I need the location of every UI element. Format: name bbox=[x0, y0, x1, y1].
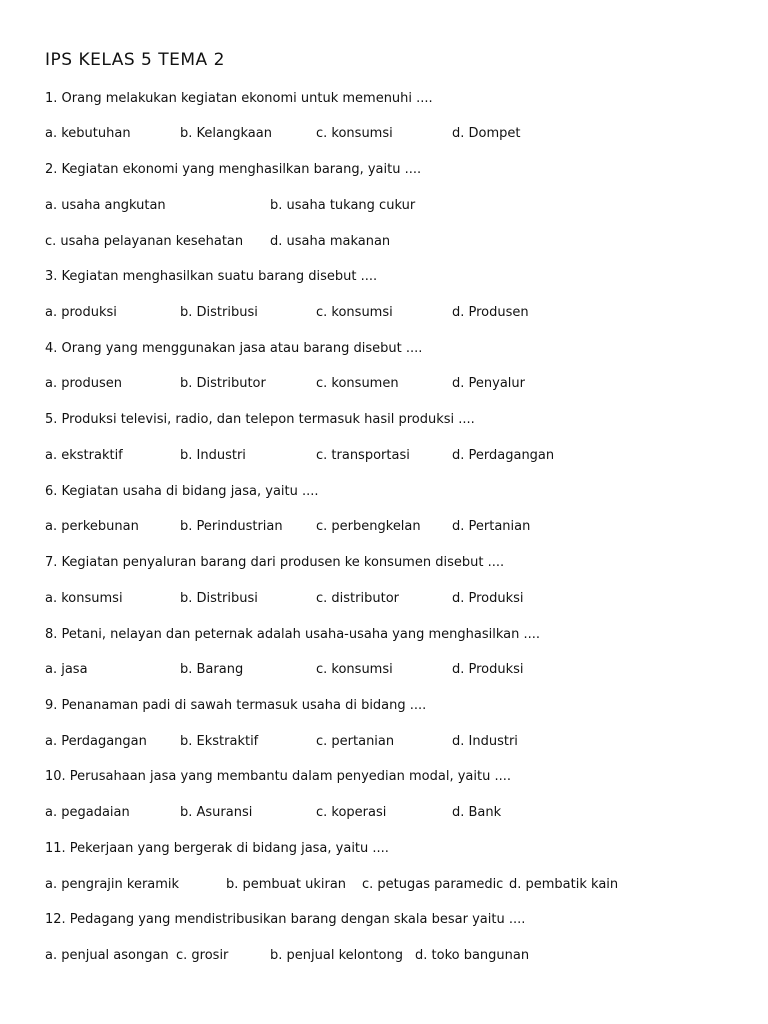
option-1-b: b. Kelangkaan bbox=[180, 126, 272, 141]
option-12-b: c. grosir bbox=[176, 948, 229, 963]
option-3-c: c. konsumsi bbox=[316, 305, 393, 320]
option-5-d: d. Perdagangan bbox=[452, 448, 555, 463]
option-10-c: c. koperasi bbox=[316, 805, 387, 820]
option-5-c: c. transportasi bbox=[316, 448, 410, 463]
option-1-c: c. konsumsi bbox=[316, 126, 393, 141]
option-6-a: a. perkebunan bbox=[45, 519, 139, 534]
option-6-c: c. perbengkelan bbox=[316, 519, 421, 534]
option-1-a: a. kebutuhan bbox=[45, 126, 131, 141]
option-12-d: d. toko bangunan bbox=[415, 948, 530, 963]
option-11-b: b. pembuat ukiran bbox=[226, 877, 347, 892]
option-8-d: d. Produksi bbox=[452, 662, 524, 677]
option-8-b: b. Barang bbox=[180, 662, 244, 677]
option-11-d: d. pembatik kain bbox=[509, 877, 619, 892]
page-title: IPS KELAS 5 TEMA 2 bbox=[45, 50, 225, 70]
question-9: 9. Penanaman padi di sawah termasuk usaha di bidang .... bbox=[45, 698, 427, 713]
question-1: 1. Orang melakukan kegiatan ekonomi untuk memenuhi .... bbox=[45, 91, 433, 106]
question-12: 12. Pedagang yang mendistribusikan barang dengan skala besar yaitu .... bbox=[45, 912, 526, 927]
option-12-c: b. penjual kelontong bbox=[270, 948, 403, 963]
option-11-a: a. pengrajin keramik bbox=[45, 877, 180, 892]
option-12-a: a. penjual asongan bbox=[45, 948, 169, 963]
option-2-b: b. usaha tukang cukur bbox=[270, 198, 416, 213]
question-2: 2. Kegiatan ekonomi yang menghasilkan barang, yaitu .... bbox=[45, 162, 422, 177]
option-3-a: a. produksi bbox=[45, 305, 117, 320]
option-6-d: d. Pertanian bbox=[452, 519, 531, 534]
option-8-a: a. jasa bbox=[45, 662, 88, 677]
options-row-9 bbox=[45, 733, 745, 751]
options-row-1 bbox=[45, 125, 745, 143]
question-10: 10. Perusahaan jasa yang membantu dalam penyedian modal, yaitu .... bbox=[45, 769, 511, 784]
options-row-4 bbox=[45, 375, 745, 393]
question-8: 8. Petani, nelayan dan peternak adalah usaha-usaha yang menghasilkan .... bbox=[45, 627, 540, 642]
question-4: 4. Orang yang menggunakan jasa atau barang disebut .... bbox=[45, 341, 423, 356]
options-row-12 bbox=[45, 947, 745, 965]
option-4-a: a. produsen bbox=[45, 376, 122, 391]
question-5: 5. Produksi televisi, radio, dan telepon termasuk hasil produksi .... bbox=[45, 412, 475, 427]
option-9-a: a. Perdagangan bbox=[45, 734, 147, 749]
options-row-7 bbox=[45, 590, 745, 608]
options-row-6 bbox=[45, 518, 745, 536]
option-7-b: b. Distribusi bbox=[180, 591, 258, 606]
option-2-a: a. usaha angkutan bbox=[45, 198, 166, 213]
option-4-c: c. konsumen bbox=[316, 376, 399, 391]
option-4-d: d. Penyalur bbox=[452, 376, 525, 391]
option-10-b: b. Asuransi bbox=[180, 805, 253, 820]
option-7-d: d. Produksi bbox=[452, 591, 524, 606]
options-row-2 bbox=[45, 233, 745, 251]
options-row-5 bbox=[45, 447, 745, 465]
option-11-c: c. petugas paramedic bbox=[362, 877, 504, 892]
option-7-a: a. konsumsi bbox=[45, 591, 123, 606]
option-4-b: b. Distributor bbox=[180, 376, 266, 391]
option-7-c: c. distributor bbox=[316, 591, 399, 606]
options-row-11 bbox=[45, 876, 745, 894]
option-10-d: d. Bank bbox=[452, 805, 502, 820]
question-6: 6. Kegiatan usaha di bidang jasa, yaitu .... bbox=[45, 484, 319, 499]
option-5-a: a. ekstraktif bbox=[45, 448, 123, 463]
option-3-b: b. Distribusi bbox=[180, 305, 258, 320]
option-1-d: d. Dompet bbox=[452, 126, 521, 141]
options-row-10 bbox=[45, 804, 745, 822]
option-9-d: d. Industri bbox=[452, 734, 518, 749]
option-9-c: c. pertanian bbox=[316, 734, 395, 749]
option-9-b: b. Ekstraktif bbox=[180, 734, 259, 749]
option-5-b: b. Industri bbox=[180, 448, 246, 463]
option-3-d: d. Produsen bbox=[452, 305, 529, 320]
question-3: 3. Kegiatan menghasilkan suatu barang disebut .... bbox=[45, 269, 378, 284]
options-row-3 bbox=[45, 304, 745, 322]
options-row-8 bbox=[45, 661, 745, 679]
option-8-c: c. konsumsi bbox=[316, 662, 393, 677]
option-2-c: c. usaha pelayanan kesehatan bbox=[45, 234, 244, 249]
option-6-b: b. Perindustrian bbox=[180, 519, 283, 534]
option-2-d: d. usaha makanan bbox=[270, 234, 391, 249]
question-11: 11. Pekerjaan yang bergerak di bidang jasa, yaitu .... bbox=[45, 841, 389, 856]
options-row-2 bbox=[45, 197, 745, 215]
question-7: 7. Kegiatan penyaluran barang dari produsen ke konsumen disebut .... bbox=[45, 555, 505, 570]
option-10-a: a. pegadaian bbox=[45, 805, 130, 820]
